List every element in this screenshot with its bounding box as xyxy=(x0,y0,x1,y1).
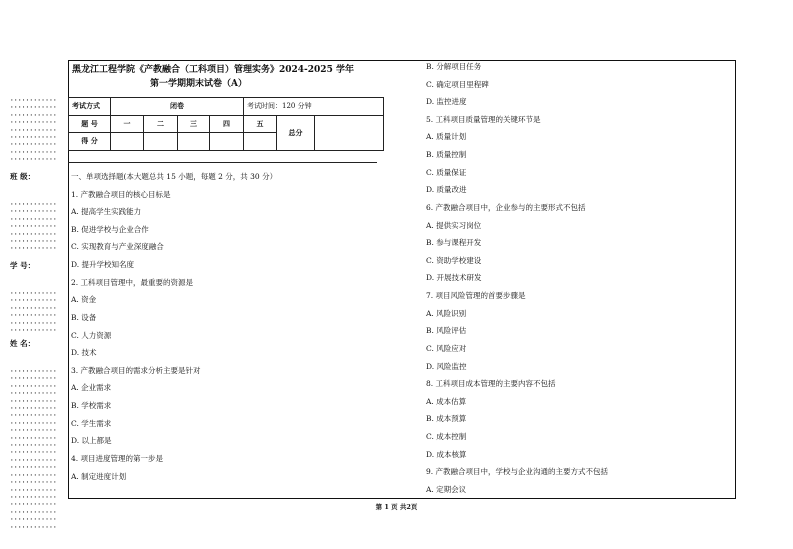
dot-row: ············ xyxy=(10,375,57,383)
page-footer: 第 1 页 共2页 xyxy=(375,503,418,511)
dot-row: ············ xyxy=(10,312,57,320)
question-text: 4. 项目进度管理的第一步是 xyxy=(71,453,164,463)
dot-row: ············ xyxy=(10,304,57,312)
student-name-label: 姓 名： xyxy=(10,339,36,348)
col-1: 一 xyxy=(111,115,144,133)
dot-row: ············ xyxy=(10,126,57,134)
question-text: 2. 工科项目管理中，最重要的资源是 xyxy=(71,277,194,287)
student-id-label: 学 号： xyxy=(10,261,36,270)
option-text: C. 成本控制 xyxy=(426,432,467,442)
col-5: 五 xyxy=(244,115,277,133)
dot-row: ············ xyxy=(10,290,57,297)
option-text: C. 确定项目里程碑 xyxy=(426,79,489,89)
option-text: B. 学校需求 xyxy=(71,401,112,411)
option-text: A. 企业需求 xyxy=(71,383,112,393)
option-text: C. 人力资源 xyxy=(71,330,112,340)
option-text: B. 分解项目任务 xyxy=(426,62,482,71)
cut-line-dots xyxy=(10,97,56,164)
option-text: B. 设备 xyxy=(71,312,97,322)
dot-row: ············ xyxy=(10,405,57,413)
exam-mode-value: 闭卷 xyxy=(111,98,244,116)
dot-row: ············ xyxy=(10,479,57,487)
dot-row: ············ xyxy=(10,419,57,427)
option-text: D. 技术 xyxy=(71,348,97,358)
dot-row: ············ xyxy=(10,223,57,231)
dot-row: ············ xyxy=(10,97,57,104)
exam-time: 考试时间：120 分钟 xyxy=(244,98,384,116)
dot-row: ············ xyxy=(10,464,57,472)
dot-row: ············ xyxy=(10,442,57,450)
question-no-label: 题 号 xyxy=(69,115,111,133)
option-text: A. 制定进度计划 xyxy=(71,471,127,481)
score-label: 得 分 xyxy=(69,133,111,151)
dot-row: ············ xyxy=(10,148,57,156)
option-text: D. 以上都是 xyxy=(71,436,112,446)
option-text: A. 资金 xyxy=(71,295,97,305)
dot-row: ············ xyxy=(10,501,57,509)
dot-row: ············ xyxy=(10,156,57,164)
dot-row: ············ xyxy=(10,434,57,442)
score-cell xyxy=(144,133,178,151)
dot-row: ············ xyxy=(10,230,57,238)
dot-row: ············ xyxy=(10,297,57,305)
dot-row: ············ xyxy=(10,427,57,435)
col-4: 四 xyxy=(210,115,244,133)
option-text: A. 风险识别 xyxy=(426,308,467,318)
option-text: D. 监控进度 xyxy=(426,97,467,107)
dot-row: ············ xyxy=(10,390,57,398)
question-text: 8. 工科项目成本管理的主要内容不包括 xyxy=(426,379,556,389)
option-text: A. 提供实习岗位 xyxy=(426,220,482,230)
dot-row: ············ xyxy=(10,141,57,149)
option-text: A. 提高学生实践能力 xyxy=(71,207,142,217)
divider xyxy=(68,162,377,163)
dot-row: ············ xyxy=(10,201,57,208)
question-text: 一、单项选择题(本大题总共 15 小题，每题 2 分，共 30 分） xyxy=(71,172,278,181)
dot-row: ············ xyxy=(10,327,57,335)
question-text: 9. 产教融合项目中，学校与企业沟通的主要方式不包括 xyxy=(426,467,609,477)
option-text: D. 风险监控 xyxy=(426,361,467,371)
option-text: B. 成本预算 xyxy=(426,414,467,424)
exam-mode-label: 考试方式 xyxy=(69,98,111,116)
score-cell xyxy=(210,133,244,151)
dot-row: ············ xyxy=(10,486,57,494)
score-cell xyxy=(244,133,277,151)
dot-row: ············ xyxy=(10,119,57,127)
question-text: 6. 产教融合项目中，企业参与的主要形式不包括 xyxy=(426,202,586,212)
col-2: 二 xyxy=(144,115,178,133)
dot-row: ············ xyxy=(10,245,57,253)
dot-row: ············ xyxy=(10,382,57,390)
dot-row: ············ xyxy=(10,397,57,405)
dot-row: ············ xyxy=(10,111,57,119)
cut-line-dots xyxy=(10,290,56,334)
cut-line-dots xyxy=(10,201,56,253)
option-text: D. 成本核算 xyxy=(426,449,467,459)
total-label: 总分 xyxy=(277,115,315,150)
question-text: 7. 项目风险管理的首要步骤是 xyxy=(426,291,526,301)
score-table xyxy=(68,97,384,151)
exam-subtitle: 第一学期期末试卷（A） xyxy=(150,79,247,89)
option-text: C. 风险应对 xyxy=(426,343,467,353)
total-score-cell xyxy=(315,115,384,150)
exam-title: 黑龙江工程学院《产教融合（工科项目）管理实务》2024-2025 学年 xyxy=(72,65,354,75)
dot-row: ············ xyxy=(10,319,57,327)
score-cell xyxy=(111,133,144,151)
question-text: 1. 产教融合项目的核心目标是 xyxy=(71,189,171,199)
option-text: A. 定期会议 xyxy=(426,484,467,494)
score-cell xyxy=(178,133,210,151)
option-text: A. 成本估算 xyxy=(426,396,467,406)
dot-row: ············ xyxy=(10,523,57,531)
option-text: D. 提升学校知名度 xyxy=(71,260,135,270)
col-3: 三 xyxy=(178,115,210,133)
dot-row: ············ xyxy=(10,449,57,457)
dot-row: ············ xyxy=(10,516,57,524)
option-text: B. 风险评估 xyxy=(426,326,467,336)
dot-row: ············ xyxy=(10,508,57,516)
dot-row: ············ xyxy=(10,215,57,223)
dot-row: ············ xyxy=(10,238,57,246)
dot-row: ············ xyxy=(10,134,57,142)
dot-row: ············ xyxy=(10,368,57,375)
question-text: 3. 产教融合项目的需求分析主要是针对 xyxy=(71,365,201,375)
dot-row: ············ xyxy=(10,104,57,112)
option-text: C. 实现教育与产业深度融合 xyxy=(71,242,164,252)
dot-row: ············ xyxy=(10,456,57,464)
option-text: B. 促进学校与企业合作 xyxy=(71,224,149,234)
dot-row: ············ xyxy=(10,493,57,501)
dot-row: ············ xyxy=(10,412,57,420)
class-label: 班 级： xyxy=(10,172,36,181)
option-text: D. 开展技术研发 xyxy=(426,273,482,283)
option-text: A. 质量计划 xyxy=(426,132,467,142)
option-text: B. 质量控制 xyxy=(426,150,467,160)
dot-row: ············ xyxy=(10,471,57,479)
dot-row: ············ xyxy=(10,208,57,216)
option-text: B. 参与课程开发 xyxy=(426,238,482,248)
option-text: C. 学生需求 xyxy=(71,418,112,428)
option-text: D. 质量改进 xyxy=(426,185,467,195)
question-text: 5. 工科项目质量管理的关键环节是 xyxy=(426,114,541,124)
option-text: C. 资助学校建设 xyxy=(426,255,482,265)
option-text: C. 质量保证 xyxy=(426,167,467,177)
